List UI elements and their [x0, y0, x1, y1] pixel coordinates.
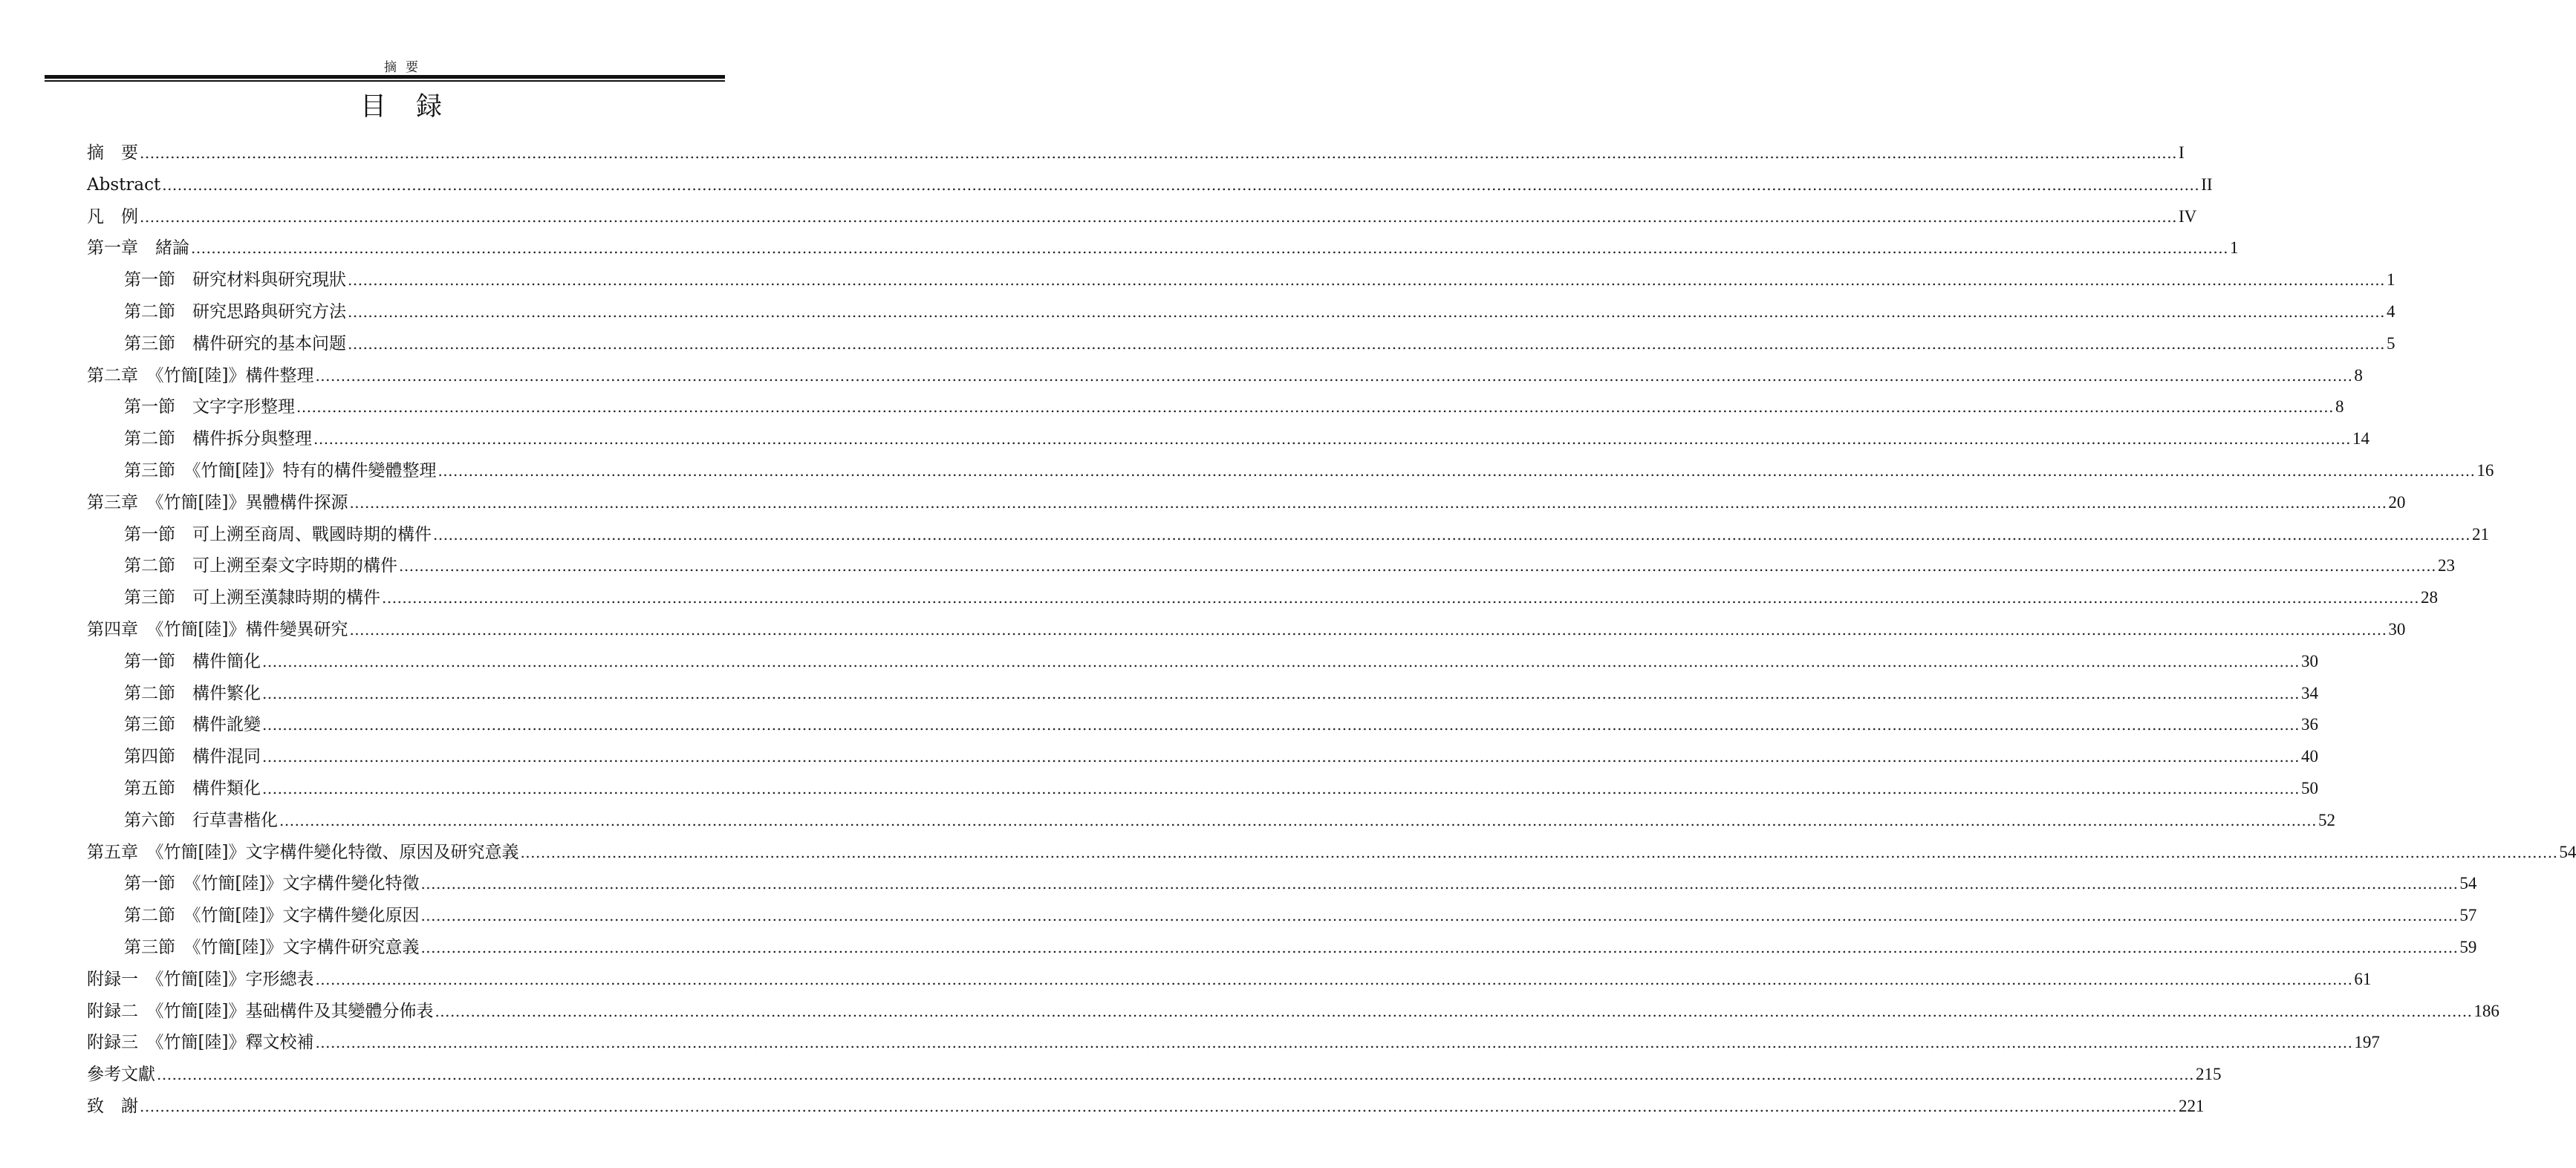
- toc-entry-page: 197: [2354, 1033, 2380, 1052]
- toc-entry-page: 36: [2300, 715, 2318, 734]
- toc-entry-label: Abstract: [87, 174, 161, 195]
- toc-entry-page: 8: [2354, 365, 2363, 385]
- toc-dot-leader: ................................................................................................................................................................................................................................................................................................................................................................................................................: [349, 620, 2387, 639]
- toc-entry-label: 第一節 《竹簡[陸]》文字構件變化特徵: [124, 874, 420, 894]
- toc-entry-page: 215: [2195, 1065, 2222, 1084]
- toc-entry-label: 第四章 《竹簡[陸]》構件變異研究: [87, 619, 348, 639]
- toc-dot-leader: ................................................................................................................................................................................................................................................................................................................................................................................................................: [348, 271, 2385, 290]
- toc-entry-label: 第一章 緒論: [87, 238, 189, 258]
- toc-entry-label: 第四節 構件混同: [124, 747, 261, 767]
- toc-entry: [87, 646, 2318, 678]
- toc-entry-label: 附録三 《竹簡[陸]》釋文校補: [87, 1033, 314, 1053]
- toc-entry: [87, 964, 2372, 996]
- toc-dot-leader: ................................................................................................................................................................................................................................................................................................................................................................................................................: [191, 239, 2228, 258]
- toc-entry-page: 30: [2300, 651, 2318, 671]
- toc-entry: [87, 709, 2318, 741]
- toc-entry: [87, 1059, 2222, 1091]
- header-rule-thick: [45, 75, 725, 79]
- toc-entry: [87, 519, 2489, 551]
- toc-entry-label: 第三節 構件研究的基本问题: [124, 333, 346, 353]
- toc-entry-label: 第二節 可上溯至秦文字時期的構件: [124, 556, 397, 576]
- toc-entry-page: 52: [2318, 810, 2335, 829]
- toc-entry-page: 59: [2459, 937, 2477, 956]
- toc-entry-page: 1: [2229, 238, 2239, 258]
- toc-entry-label: 第三節 《竹簡[陸]》文字構件研究意義: [124, 937, 420, 957]
- toc-entry: [87, 678, 2318, 710]
- toc-entry-label: 參考文獻: [87, 1065, 155, 1085]
- toc-dot-leader: ................................................................................................................................................................................................................................................................................................................................................................................................................: [382, 589, 2419, 607]
- toc-dot-leader: ................................................................................................................................................................................................................................................................................................................................................................................................................: [420, 907, 2459, 925]
- toc-entry-label: 凡 例: [87, 206, 138, 226]
- toc-dot-leader: ................................................................................................................................................................................................................................................................................................................................................................................................................: [313, 430, 2351, 448]
- toc-entry-label: 第二節 《竹簡[陸]》文字構件變化原因: [124, 906, 420, 926]
- toc-entry-page: 1: [2386, 270, 2396, 290]
- toc-dot-leader: ................................................................................................................................................................................................................................................................................................................................................................................................................: [315, 1034, 2353, 1052]
- toc-entry-label: 第三章 《竹簡[陸]》異體構件探源: [87, 492, 348, 512]
- toc-dot-leader: ................................................................................................................................................................................................................................................................................................................................................................................................................: [140, 207, 2177, 226]
- toc-entry-page: 221: [2178, 1096, 2205, 1115]
- toc-dot-leader: ................................................................................................................................................................................................................................................................................................................................................................................................................: [162, 175, 2200, 194]
- toc-entry: [87, 137, 2185, 169]
- toc-entry-page: 16: [2476, 460, 2494, 480]
- toc-dot-leader: ................................................................................................................................................................................................................................................................................................................................................................................................................: [433, 525, 2471, 544]
- toc-entry-page: 54: [2459, 874, 2477, 893]
- toc-entry-page: 4: [2386, 301, 2396, 321]
- toc-entry-label: 第二章 《竹簡[陸]》構件整理: [87, 365, 314, 385]
- toc-entry-page: 50: [2300, 778, 2318, 797]
- toc-entry-page: IV: [2178, 206, 2197, 226]
- toc-entry-label: 第二節 構件拆分與整理: [124, 429, 312, 449]
- toc-entry-page: 30: [2388, 619, 2406, 639]
- toc-dot-leader: ................................................................................................................................................................................................................................................................................................................................................................................................................: [262, 684, 2300, 702]
- toc-dot-leader: ................................................................................................................................................................................................................................................................................................................................................................................................................: [262, 779, 2300, 797]
- toc-dot-leader: ................................................................................................................................................................................................................................................................................................................................................................................................................: [262, 748, 2300, 766]
- toc-dot-leader: ................................................................................................................................................................................................................................................................................................................................................................................................................: [348, 334, 2385, 353]
- toc-dot-leader: ................................................................................................................................................................................................................................................................................................................................................................................................................: [315, 970, 2353, 988]
- toc-entry-label: 附録二 《竹簡[陸]》基础構件及其變體分佈表: [87, 1001, 434, 1021]
- toc-entry: [87, 550, 2455, 582]
- toc-dot-leader: ................................................................................................................................................................................................................................................................................................................................................................................................................: [262, 716, 2300, 734]
- toc-entry-label: 第二節 構件繁化: [124, 683, 261, 703]
- toc-entry: [87, 232, 2239, 264]
- toc-entry: [87, 487, 2406, 519]
- running-header: 摘要: [384, 60, 427, 75]
- page-title: 目録: [360, 92, 472, 122]
- toc-entry: [87, 391, 2344, 423]
- toc-entry: [87, 423, 2370, 455]
- toc-dot-leader: ................................................................................................................................................................................................................................................................................................................................................................................................................: [279, 811, 2317, 829]
- toc-entry-page: 186: [2473, 1001, 2499, 1020]
- toc-entry: [87, 996, 2499, 1028]
- toc-entry-page: 5: [2386, 333, 2396, 353]
- toc-entry: [87, 837, 2576, 869]
- toc-dot-leader: ................................................................................................................................................................................................................................................................................................................................................................................................................: [315, 366, 2353, 385]
- toc-entry-label: 附録一 《竹簡[陸]》字形總表: [87, 969, 314, 989]
- toc-entry: [87, 900, 2477, 932]
- toc-entry-page: 28: [2420, 588, 2438, 607]
- toc-entry-label: 第三節 構件訛變: [124, 715, 261, 735]
- toc-entry-label: 第六節 行草書楷化: [124, 810, 278, 830]
- toc-dot-leader: ................................................................................................................................................................................................................................................................................................................................................................................................................: [140, 1097, 2177, 1115]
- toc-entry: [87, 296, 2396, 328]
- toc-dot-leader: ................................................................................................................................................................................................................................................................................................................................................................................................................: [435, 1002, 2473, 1020]
- toc-entry: [87, 773, 2318, 805]
- toc-dot-leader: ................................................................................................................................................................................................................................................................................................................................................................................................................: [399, 557, 2436, 575]
- toc-entry: [87, 328, 2396, 360]
- toc-entry-label: 第一節 可上溯至商周、戰國時期的構件: [124, 524, 432, 544]
- toc-entry-label: 第二節 研究思路與研究方法: [124, 301, 346, 322]
- toc-dot-leader: ................................................................................................................................................................................................................................................................................................................................................................................................................: [140, 144, 2177, 162]
- toc-entry-label: 第三節 《竹簡[陸]》特有的構件變體整理: [124, 460, 437, 480]
- toc-dot-leader: ................................................................................................................................................................................................................................................................................................................................................................................................................: [349, 493, 2387, 512]
- toc-dot-leader: ................................................................................................................................................................................................................................................................................................................................................................................................................: [520, 843, 2558, 861]
- toc-dot-leader: ................................................................................................................................................................................................................................................................................................................................................................................................................: [438, 461, 2476, 480]
- toc-entry: [87, 169, 2213, 201]
- toc-entry: [87, 614, 2406, 646]
- toc-entry-page: 8: [2335, 397, 2344, 417]
- toc-entry-page: I: [2178, 143, 2185, 162]
- toc-entry: [87, 201, 2197, 233]
- table-of-contents: [87, 137, 2576, 1123]
- toc-entry-page: 34: [2300, 683, 2318, 702]
- toc-entry-label: 第一節 文字字形整理: [124, 397, 295, 417]
- toc-entry-label: 第三節 可上溯至漢隸時期的構件: [124, 588, 380, 608]
- toc-dot-leader: ................................................................................................................................................................................................................................................................................................................................................................................................................: [296, 398, 2334, 417]
- toc-entry-label: 第五節 構件類化: [124, 778, 261, 798]
- toc-entry-label: 第五章 《竹簡[陸]》文字構件變化特徵、原因及研究意義: [87, 842, 519, 862]
- toc-entry: [87, 932, 2477, 964]
- toc-entry: [87, 360, 2363, 392]
- toc-entry: [87, 868, 2477, 900]
- toc-entry-page: 20: [2388, 492, 2406, 512]
- toc-entry-page: 40: [2300, 747, 2318, 766]
- toc-entry: [87, 741, 2318, 773]
- toc-entry: [87, 455, 2494, 487]
- toc-dot-leader: ................................................................................................................................................................................................................................................................................................................................................................................................................: [420, 875, 2459, 893]
- toc-entry-label: 第一節 構件簡化: [124, 651, 261, 671]
- toc-entry-page: 54: [2559, 842, 2576, 861]
- toc-entry-label: 第一節 研究材料與研究現狀: [124, 270, 346, 290]
- toc-entry-page: II: [2201, 174, 2213, 194]
- toc-dot-leader: ................................................................................................................................................................................................................................................................................................................................................................................................................: [420, 938, 2459, 956]
- toc-entry: [87, 1091, 2205, 1123]
- toc-entry-page: 61: [2354, 969, 2372, 988]
- toc-entry-page: 57: [2459, 906, 2477, 925]
- toc-entry-page: 14: [2352, 429, 2370, 448]
- toc-entry-page: 23: [2437, 556, 2455, 575]
- toc-entry: [87, 1027, 2380, 1059]
- toc-entry: [87, 805, 2335, 837]
- toc-entry-label: 致 謝: [87, 1096, 138, 1116]
- header-rule-thin: [45, 80, 725, 82]
- toc-entry: [87, 264, 2396, 296]
- toc-dot-leader: ................................................................................................................................................................................................................................................................................................................................................................................................................: [348, 302, 2385, 321]
- toc-dot-leader: ................................................................................................................................................................................................................................................................................................................................................................................................................: [157, 1066, 2194, 1084]
- toc-entry-label: 摘 要: [87, 143, 138, 163]
- toc-dot-leader: ................................................................................................................................................................................................................................................................................................................................................................................................................: [262, 652, 2300, 671]
- toc-entry-page: 21: [2471, 524, 2489, 544]
- toc-entry: [87, 582, 2438, 614]
